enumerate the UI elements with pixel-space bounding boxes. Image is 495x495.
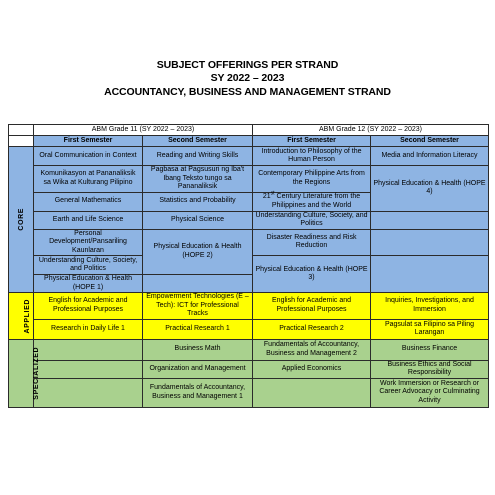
subject-cell: Physical Education & Health (HOPE 4) — [371, 166, 489, 212]
grade12-header: ABM Grade 12 (SY 2022 – 2023) — [253, 125, 489, 136]
empty-cell — [371, 229, 489, 256]
subject-cell: Inquiries, Investigations, and Immersion — [371, 293, 489, 320]
subject-cell: Understanding Culture, Society, and Politics — [253, 211, 371, 229]
subject-cell: Physical Education & Health (HOPE 2) — [143, 229, 253, 275]
subject-cell: Earth and Life Science — [34, 211, 143, 229]
subject-cell: Physical Education & Health (HOPE 1) — [34, 275, 143, 293]
subject-cell: Empowerment Technologies (E – Tech): ICT for Professional Tracks — [143, 293, 253, 320]
empty-cell — [253, 378, 371, 407]
subject-cell: Business Finance — [371, 339, 489, 360]
subject-cell: English for Academic and Professional Purposes — [34, 293, 143, 320]
corner-cell — [9, 136, 34, 147]
subject-cell: Personal Development/Pansariling Kaunlaran — [34, 229, 143, 256]
empty-cell — [34, 360, 143, 378]
empty-cell — [34, 339, 143, 360]
empty-cell — [143, 275, 253, 293]
subject-cell: Organization and Management — [143, 360, 253, 378]
empty-cell — [371, 211, 489, 229]
subject-cell: Fundamentals of Accountancy, Business and Management 2 — [253, 339, 371, 360]
strand-name: ACCOUNTANCY, BUSINESS AND MANAGEMENT STRAND — [104, 86, 391, 98]
subject-cell: Statistics and Probability — [143, 192, 253, 211]
g11-second-semester-header: Second Semester — [143, 136, 253, 147]
corner-cell — [9, 125, 34, 136]
subject-cell: Practical Research 2 — [253, 319, 371, 339]
subject-cell: Research in Daily Life 1 — [34, 319, 143, 339]
subject-cell: Fundamentals of Accountancy, Business and Management 1 — [143, 378, 253, 407]
subject-cell: Contemporary Philippine Arts from the Regions — [253, 166, 371, 193]
g12-second-semester-header: Second Semester — [371, 136, 489, 147]
specialized-group-label: SPECIALIZED — [9, 339, 34, 407]
subject-cell: Work Immersion or Research or Career Advocacy or Culminating Activity — [371, 378, 489, 407]
subject-cell: Pagsulat sa Filipino sa Piling Larangan — [371, 319, 489, 339]
document-title: SUBJECT OFFERINGS PER STRAND — [156, 59, 339, 71]
subject-cell: Understanding Culture, Society, and Politics — [34, 256, 143, 275]
subject-cell: Reading and Writing Skills — [143, 147, 253, 166]
subject-cell: Business Ethics and Social Responsibility — [371, 360, 489, 378]
g11-first-semester-header: First Semester — [34, 136, 143, 147]
subject-cell: Oral Communication in Context — [34, 147, 143, 166]
empty-cell — [371, 256, 489, 293]
subject-cell: Practical Research 1 — [143, 319, 253, 339]
subject-cell: Applied Economics — [253, 360, 371, 378]
subject-offerings-table — [8, 124, 489, 408]
subject-cell: Disaster Readiness and Risk Reduction — [253, 229, 371, 256]
empty-cell — [34, 378, 143, 407]
subject-cell: General Mathematics — [34, 192, 143, 211]
subject-cell: Business Math — [143, 339, 253, 360]
subject-cell: 21st Century Literature from the Philippines and the World — [253, 192, 371, 211]
grade11-header: ABM Grade 11 (SY 2022 – 2023) — [34, 125, 253, 136]
g12-first-semester-header: First Semester — [253, 136, 371, 147]
subject-cell: English for Academic and Professional Purposes — [253, 293, 371, 320]
subject-cell: Komunikasyon at Pananaliksik sa Wika at Kulturang Pilipino — [34, 166, 143, 193]
applied-group-label: APPLIED — [9, 293, 34, 340]
school-year: SY 2022 – 2023 — [210, 72, 285, 84]
subject-cell: Physical Science — [143, 211, 253, 229]
subject-cell: Physical Education & Health (HOPE 3) — [253, 256, 371, 293]
subject-cell: Introduction to Philosophy of the Human Person — [253, 147, 371, 166]
core-group-label: CORE — [9, 147, 34, 293]
subject-cell: Pagbasa at Pagsusuri ng Iba't Ibang Teksto tungo sa Pananaliksik — [143, 166, 253, 193]
subject-cell: Media and Information Literacy — [371, 147, 489, 166]
